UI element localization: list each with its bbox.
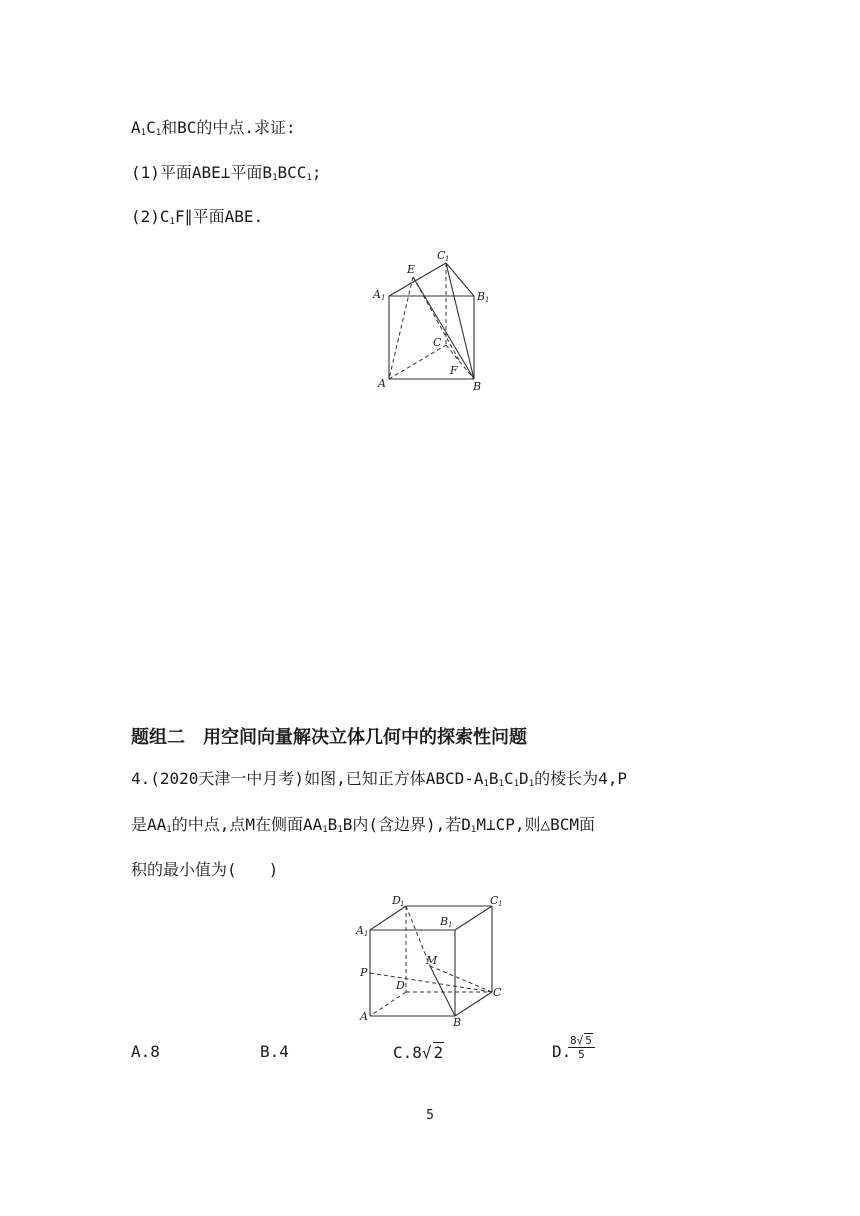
svg-text:1: 1 xyxy=(498,900,503,908)
label-C1: C xyxy=(490,894,499,907)
label-A1: A xyxy=(356,924,364,937)
page-number: 5 xyxy=(426,1108,434,1123)
label-M: M xyxy=(426,954,438,967)
label-B: B xyxy=(453,1016,462,1029)
svg-text:1: 1 xyxy=(445,255,450,263)
label-F: F xyxy=(450,364,458,377)
label-C: C xyxy=(433,336,442,349)
svg-text:1: 1 xyxy=(485,296,490,304)
problem3-part2: $(2)C_1F\parallel$平面ABE. xyxy=(131,207,264,227)
problem4-line2: 是$AA_1$的中点,点M在侧面$AA_1B_1B$内(含边界),若$D_1M\perp CP$,则△BCM面 xyxy=(131,815,596,835)
problem3-line1: $A_1C_1$和BC的中点.求证: xyxy=(131,118,296,138)
label-A: A xyxy=(360,1010,368,1023)
label-B1: B xyxy=(440,915,449,928)
option-b[interactable]: B.4 xyxy=(260,1042,289,1061)
cube-figure xyxy=(352,890,512,1032)
sqrt-symbol: √ xyxy=(421,1043,432,1062)
label-D: D xyxy=(396,979,405,992)
option-a[interactable]: A.8 xyxy=(131,1042,160,1061)
svg-text:1: 1 xyxy=(381,294,386,302)
problem3-part1: (1)平面ABE⊥平面$B_1BCC_1$; xyxy=(131,163,322,183)
option-c[interactable]: C.8√ 2 xyxy=(393,1043,444,1062)
label-E: E xyxy=(407,263,416,276)
label-A1: A xyxy=(373,288,381,301)
option-d-fraction: $\frac{8√ 5}{5}$ xyxy=(568,1033,595,1061)
problem4-line1: 4.(2020天津一中月考)如图,已知正方体ABCD-$A_1B_1C_1D_1$的棱长为4,P xyxy=(131,769,628,789)
label-A: A xyxy=(378,377,386,390)
svg-text:1: 1 xyxy=(364,930,369,938)
label-D1: D xyxy=(392,894,401,907)
prism-figure xyxy=(365,245,505,395)
section-heading: 题组二 用空间向量解决立体几何中的探索性问题 xyxy=(131,727,527,748)
svg-text:1: 1 xyxy=(448,921,453,929)
svg-text:1: 1 xyxy=(400,900,405,908)
label-C1: C xyxy=(437,249,446,262)
label-B1: B xyxy=(477,290,486,303)
problem4-line3: 积的最小值为( ) xyxy=(131,860,279,879)
label-C: C xyxy=(493,986,502,999)
label-B: B xyxy=(473,380,482,393)
label-P: P xyxy=(360,966,368,979)
